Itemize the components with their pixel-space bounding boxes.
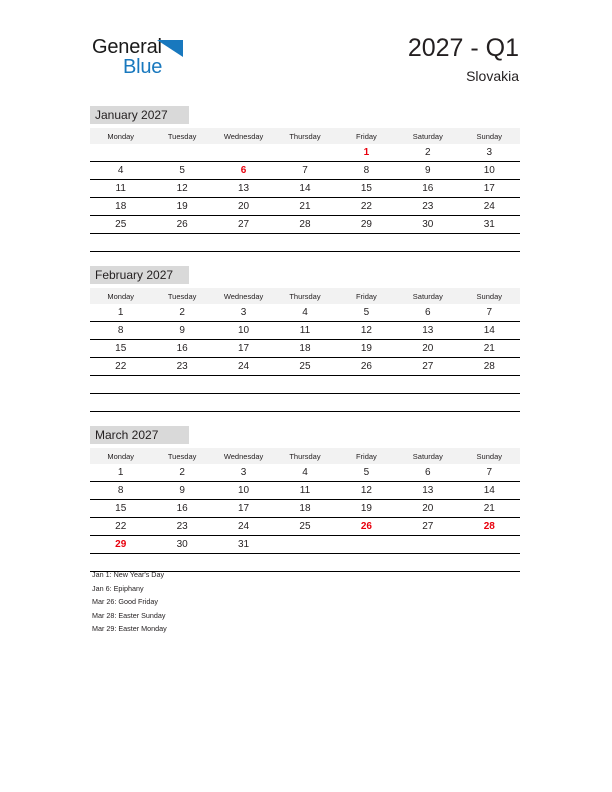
weekday-header-monday: Monday: [90, 448, 151, 464]
day-cell[interactable]: 27: [213, 216, 274, 234]
day-cell[interactable]: 8: [90, 482, 151, 500]
month-grid: [90, 448, 520, 572]
day-cell[interactable]: 13: [397, 322, 458, 340]
day-cell[interactable]: 7: [274, 162, 335, 180]
weekday-header-friday: Friday: [336, 448, 397, 464]
day-cell-empty: [397, 394, 458, 412]
day-cell[interactable]: 20: [397, 500, 458, 518]
day-cell-empty: [274, 144, 335, 162]
day-cell-empty: [397, 554, 458, 572]
day-cell[interactable]: 5: [336, 304, 397, 322]
day-cell-empty: [90, 394, 151, 412]
week-row: [90, 304, 520, 322]
day-cell[interactable]: 15: [90, 500, 151, 518]
weekday-header-saturday: Saturday: [397, 448, 458, 464]
day-cell[interactable]: 28: [274, 216, 335, 234]
holiday-item: Jan 6: Epiphany: [92, 583, 144, 593]
day-cell[interactable]: 21: [459, 340, 520, 358]
weekday-header-thursday: Thursday: [274, 288, 335, 304]
week-row: [90, 162, 520, 180]
day-cell[interactable]: 13: [213, 180, 274, 198]
day-cell[interactable]: 19: [336, 340, 397, 358]
day-cell[interactable]: 9: [151, 322, 212, 340]
day-cell[interactable]: 19: [336, 500, 397, 518]
holiday-item: Mar 26: Good Friday: [92, 597, 158, 607]
day-cell-empty: [90, 144, 151, 162]
day-cell-empty: [151, 144, 212, 162]
day-cell-empty: [459, 234, 520, 252]
weekday-header-sunday: Sunday: [459, 128, 520, 144]
day-cell[interactable]: 31: [213, 536, 274, 554]
day-cell[interactable]: 24: [459, 198, 520, 216]
month-block: [90, 426, 520, 572]
day-cell[interactable]: 15: [90, 340, 151, 358]
weekday-header-friday: Friday: [336, 128, 397, 144]
week-row: [90, 198, 520, 216]
day-cell-empty: [213, 144, 274, 162]
day-cell[interactable]: 22: [90, 358, 151, 376]
page-title: 2027 - Q1: [407, 34, 519, 62]
weekday-header-tuesday: Tuesday: [151, 448, 212, 464]
day-cell[interactable]: 16: [151, 340, 212, 358]
weekday-header-monday: Monday: [90, 288, 151, 304]
day-cell[interactable]: 7: [459, 304, 520, 322]
month-title: January 2027: [90, 106, 189, 124]
day-cell-empty: [336, 394, 397, 412]
day-cell[interactable]: 6: [397, 464, 458, 482]
day-cell[interactable]: 21: [459, 500, 520, 518]
week-row: [90, 358, 520, 376]
day-cell-holiday[interactable]: 1: [336, 144, 397, 162]
week-row: [90, 536, 520, 554]
quarter-calendar: [90, 106, 520, 586]
week-row: [90, 340, 520, 358]
day-cell[interactable]: 14: [459, 322, 520, 340]
day-cell-holiday[interactable]: 28: [459, 518, 520, 536]
day-cell-empty: [397, 376, 458, 394]
day-cell[interactable]: 1: [90, 464, 151, 482]
day-cell-empty: [336, 536, 397, 554]
weekday-header-thursday: Thursday: [274, 128, 335, 144]
week-row: [90, 500, 520, 518]
day-cell[interactable]: 9: [151, 482, 212, 500]
day-cell[interactable]: 16: [151, 500, 212, 518]
day-cell-holiday[interactable]: 29: [90, 536, 151, 554]
holiday-item: Jan 1: New Year's Day: [92, 570, 165, 579]
weekday-header-wednesday: Wednesday: [213, 288, 274, 304]
day-cell[interactable]: 26: [151, 216, 212, 234]
day-cell[interactable]: 3: [213, 304, 274, 322]
weekday-header-monday: Monday: [90, 128, 151, 144]
day-cell[interactable]: 20: [213, 198, 274, 216]
week-row: [90, 144, 520, 162]
day-cell-empty: [336, 234, 397, 252]
day-cell[interactable]: 2: [397, 144, 458, 162]
day-cell[interactable]: 10: [213, 322, 274, 340]
day-cell[interactable]: 1: [90, 304, 151, 322]
day-cell[interactable]: 23: [397, 198, 458, 216]
day-cell-empty: [459, 376, 520, 394]
day-cell[interactable]: 8: [336, 162, 397, 180]
weekday-header-saturday: Saturday: [397, 128, 458, 144]
day-cell-empty: [274, 394, 335, 412]
day-cell[interactable]: 27: [397, 518, 458, 536]
holiday-legend: [92, 568, 392, 636]
day-cell[interactable]: 5: [151, 162, 212, 180]
day-cell[interactable]: 23: [151, 518, 212, 536]
day-cell[interactable]: 22: [336, 198, 397, 216]
day-cell[interactable]: 30: [151, 536, 212, 554]
day-cell[interactable]: 5: [336, 464, 397, 482]
weekday-header-sunday: Sunday: [459, 288, 520, 304]
day-cell[interactable]: 13: [397, 482, 458, 500]
day-cell[interactable]: 25: [274, 518, 335, 536]
weekday-header-row: [90, 288, 520, 304]
day-cell[interactable]: 30: [397, 216, 458, 234]
day-cell[interactable]: 6: [397, 304, 458, 322]
page-header: [0, 0, 612, 100]
day-cell[interactable]: 4: [90, 162, 151, 180]
day-cell[interactable]: 18: [274, 500, 335, 518]
month-grid: [90, 288, 520, 412]
day-cell[interactable]: 10: [459, 162, 520, 180]
weekday-header-tuesday: Tuesday: [151, 128, 212, 144]
day-cell[interactable]: 17: [213, 340, 274, 358]
day-cell[interactable]: 11: [274, 482, 335, 500]
day-cell[interactable]: 11: [90, 180, 151, 198]
day-cell[interactable]: 20: [397, 340, 458, 358]
week-row: [90, 180, 520, 198]
day-cell[interactable]: 26: [336, 358, 397, 376]
month-title-wrap: [90, 266, 520, 284]
day-cell[interactable]: 24: [213, 358, 274, 376]
weekday-header-thursday: Thursday: [274, 448, 335, 464]
day-cell[interactable]: 29: [336, 216, 397, 234]
day-cell[interactable]: 7: [459, 464, 520, 482]
day-cell[interactable]: 31: [459, 216, 520, 234]
day-cell-empty: [90, 376, 151, 394]
weekday-header-friday: Friday: [336, 288, 397, 304]
day-cell[interactable]: 22: [90, 518, 151, 536]
weekday-header-row: [90, 448, 520, 464]
day-cell[interactable]: 16: [397, 180, 458, 198]
day-cell-empty: [213, 394, 274, 412]
day-cell[interactable]: 21: [274, 198, 335, 216]
day-cell[interactable]: 12: [336, 322, 397, 340]
day-cell[interactable]: 27: [397, 358, 458, 376]
day-cell[interactable]: 15: [336, 180, 397, 198]
day-cell-holiday[interactable]: 6: [213, 162, 274, 180]
day-cell-empty: [397, 536, 458, 554]
logo-triangle-icon: [157, 40, 183, 57]
day-cell[interactable]: 19: [151, 198, 212, 216]
day-cell-empty: [151, 394, 212, 412]
day-cell-empty: [274, 536, 335, 554]
week-row: [90, 464, 520, 482]
day-cell[interactable]: 4: [274, 464, 335, 482]
weekday-header-tuesday: Tuesday: [151, 288, 212, 304]
title-block: [408, 33, 519, 86]
month-title-wrap: [90, 426, 520, 444]
day-cell[interactable]: 18: [274, 340, 335, 358]
day-cell-empty: [274, 376, 335, 394]
day-cell[interactable]: 4: [274, 304, 335, 322]
day-cell[interactable]: 10: [213, 482, 274, 500]
day-cell[interactable]: 18: [90, 198, 151, 216]
day-cell-empty: [213, 234, 274, 252]
month-title-wrap: [90, 106, 520, 124]
month-block: [90, 266, 520, 412]
logo-text-blue: Blue: [123, 56, 163, 78]
day-cell[interactable]: 8: [90, 322, 151, 340]
day-cell[interactable]: 11: [274, 322, 335, 340]
day-cell[interactable]: 28: [459, 358, 520, 376]
day-cell[interactable]: 14: [459, 482, 520, 500]
day-cell[interactable]: 17: [213, 500, 274, 518]
week-row: [90, 234, 520, 252]
holiday-item: Mar 28: Easter Sunday: [92, 610, 166, 620]
day-cell-holiday[interactable]: 26: [336, 518, 397, 536]
day-cell-empty: [151, 376, 212, 394]
day-cell-empty: [90, 234, 151, 252]
day-cell[interactable]: 25: [90, 216, 151, 234]
week-row: [90, 482, 520, 500]
day-cell-empty: [336, 376, 397, 394]
week-row: [90, 322, 520, 340]
month-grid: [90, 128, 520, 252]
day-cell-empty: [151, 234, 212, 252]
day-cell[interactable]: 23: [151, 358, 212, 376]
day-cell[interactable]: 3: [213, 464, 274, 482]
month-block: [90, 106, 520, 252]
day-cell[interactable]: 14: [274, 180, 335, 198]
weekday-header-wednesday: Wednesday: [213, 128, 274, 144]
day-cell[interactable]: 9: [397, 162, 458, 180]
holiday-item: Mar 29: Easter Monday: [92, 624, 167, 634]
day-cell-empty: [459, 394, 520, 412]
day-cell-empty: [213, 376, 274, 394]
day-cell-empty: [274, 234, 335, 252]
day-cell[interactable]: 3: [459, 144, 520, 162]
day-cell[interactable]: 17: [459, 180, 520, 198]
weekday-header-saturday: Saturday: [397, 288, 458, 304]
month-title: March 2027: [90, 426, 189, 444]
weekday-header-sunday: Sunday: [459, 448, 520, 464]
day-cell[interactable]: 2: [151, 304, 212, 322]
day-cell[interactable]: 12: [336, 482, 397, 500]
day-cell[interactable]: 24: [213, 518, 274, 536]
week-row: [90, 376, 520, 394]
day-cell-empty: [459, 536, 520, 554]
general-blue-logo: [92, 36, 202, 82]
day-cell[interactable]: 2: [151, 464, 212, 482]
page-subtitle-country: Slovakia: [466, 68, 519, 84]
day-cell-empty: [459, 554, 520, 572]
week-row: [90, 394, 520, 412]
week-row: [90, 518, 520, 536]
day-cell-empty: [397, 234, 458, 252]
day-cell[interactable]: 12: [151, 180, 212, 198]
weekday-header-wednesday: Wednesday: [213, 448, 274, 464]
weekday-header-row: [90, 128, 520, 144]
logo-text-general: General: [92, 36, 162, 58]
month-title: February 2027: [90, 266, 189, 284]
week-row: [90, 216, 520, 234]
day-cell[interactable]: 25: [274, 358, 335, 376]
